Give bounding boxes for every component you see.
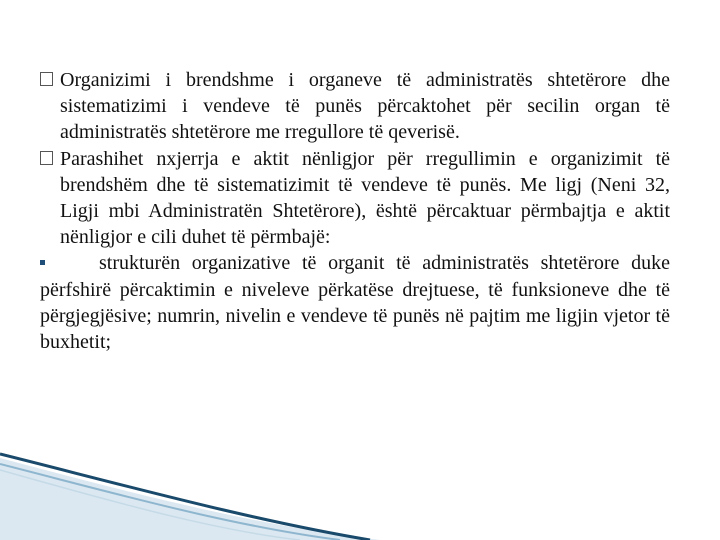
slide-body [40,67,670,355]
bullet-box-icon [40,72,53,86]
bullet-text-1: Organizimi i brendshme i organeve të administratës shtetërore dhe sistematizimi i vendeve të punës përcaktohet për secilin organ të administratës shtetërore me rregullore të qeverisë. [60,69,670,144]
bullet-item-2 [40,146,670,251]
bullet-box-icon [40,151,53,165]
sub-bullet-text: strukturën organizative të organit të administratës shtetërore duke përfshirë përcaktimin e niveleve përkatëse drejtuese, të funksioneve dhe të përgjegjësive; numrin, nivelin e vendeve të punës në pajtim me ligjin vjetor të buxhetit; [40,252,670,354]
bullet-text-2: Parashihet nxjerrja e aktit nënligjor për rregullimin e organizimit të brendshëm dhe të sistematizimit të vendeve të punës. Me ligj (Neni 32, Ligji mbi Administratën Shtetërore), është përcaktuar përmbajtja e aktit nënligjor e cili duhet të përmbajë: [60,147,670,249]
bullet-item-1 [40,67,670,146]
square-bullet-icon [40,260,45,265]
sub-bullet-item [40,250,670,355]
decorative-swoosh [0,440,720,540]
